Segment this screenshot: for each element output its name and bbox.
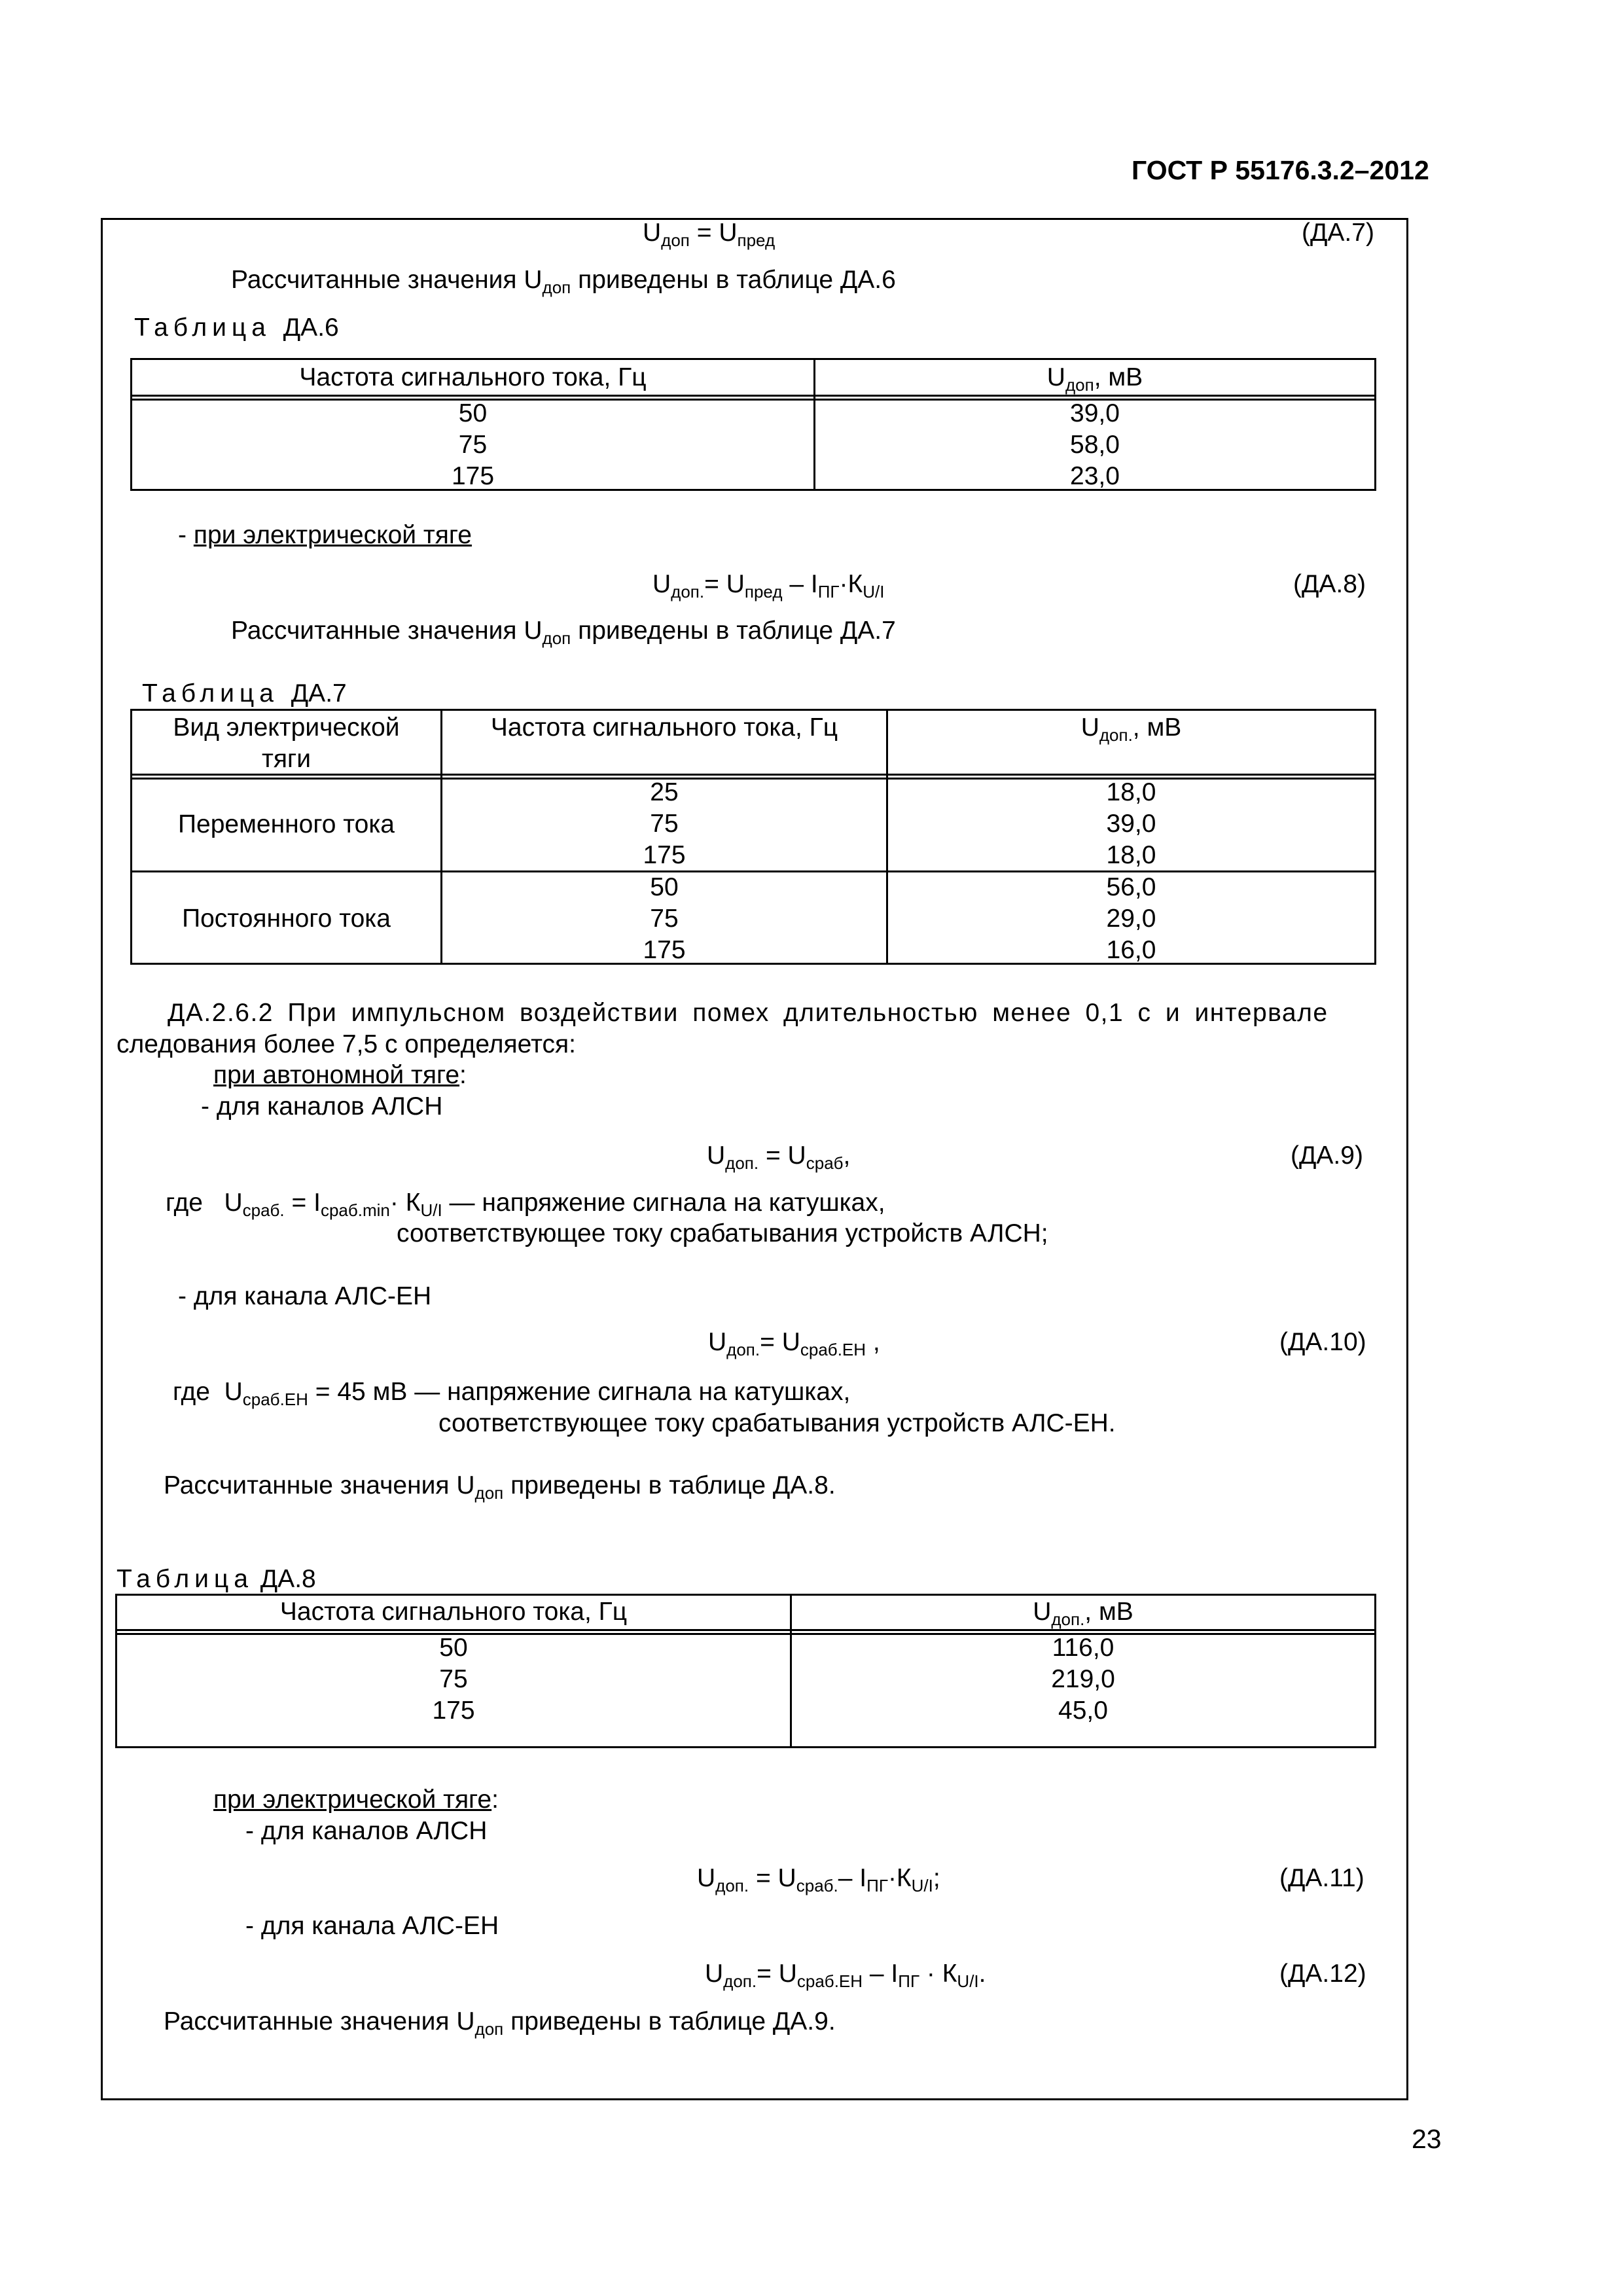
paragraph-table6-ref: Рассчитанные значения $U_{доп}$ приведены в таблице ДА.6 [231, 266, 896, 297]
table-da8-caption: Таблица ДА.8 [116, 1565, 316, 1593]
where-definition-2: где $U_{сраб.ЕН} = 45$ мВ — напряжение сигнала на катушках, [173, 1378, 851, 1409]
table-da7-row-dc-voltage: 56,0 29,0 16,0 [1106, 873, 1156, 964]
document-standard-header: ГОСТ Р 55176.3.2–2012 [1132, 155, 1429, 185]
table-da8-header-voltage: $U_{доп.}$, мВ [1033, 1598, 1133, 1629]
formula-da11: $U_{доп.} = U_{сраб.}-$ $I_{ПГ}\cdot К_{U/I}$; [697, 1864, 940, 1895]
table-da7-row-ac-frequency: 25 75 175 [643, 778, 686, 869]
table-da8 [115, 1594, 1376, 1748]
formula-number-da8: (ДА.8) [1293, 570, 1366, 598]
electric-traction-heading: - при электрической тяге [178, 521, 472, 549]
alsn-channels-heading-2: - для каналов АЛСН [245, 1817, 488, 1845]
paragraph-table7-ref: Рассчитанные значения $U_{доп}$ приведены в таблице ДА.7 [231, 617, 896, 648]
table-da7 [130, 709, 1376, 965]
autonomous-traction-heading: при автономной тяге: [213, 1061, 467, 1089]
table-da7-header-traction-type: Вид электрической тяги [173, 713, 400, 773]
table-da6-header-frequency: Частота сигнального тока, Гц [299, 363, 647, 391]
electric-traction-heading-2: при электрической тяге: [213, 1785, 499, 1814]
paragraph-table8-ref: Рассчитанные значения $U_{доп}$ приведены в таблице ДА.8. [164, 1471, 836, 1503]
table-da6 [130, 358, 1376, 491]
table-da7-row-dc-kind: Постоянного тока [182, 905, 391, 933]
formula-da8: $U_{доп.}= U_{пред} - I_{ПГ}\cdot К_{U/I}$ [652, 570, 885, 601]
table-da7-header-frequency: Частота сигнального тока, Гц [490, 713, 838, 742]
table-da6-frequency-column: 50 75 175 [451, 399, 495, 490]
formula-number-da12: (ДА.12) [1279, 1960, 1366, 1988]
table-da7-row-ac-voltage: 18,0 39,0 18,0 [1106, 778, 1156, 869]
formula-number-da11: (ДА.11) [1279, 1864, 1364, 1892]
table-da7-caption: Таблица ДА.7 [142, 679, 347, 708]
alsn-channels-heading: - для каналов АЛСН [201, 1092, 443, 1121]
table-da6-caption: Таблица ДА.6 [134, 314, 339, 342]
table-da8-voltage-column: 116,0 219,0 45,0 [1051, 1634, 1115, 1725]
formula-number-da7: (ДА.7) [1302, 219, 1374, 247]
table-da8-frequency-column: 50 75 175 [432, 1634, 475, 1725]
alsen-channel-heading-1: - для канала АЛС-ЕН [178, 1282, 432, 1310]
formula-da10: $U_{доп.}= U_{сраб.ЕН}$ , [708, 1328, 880, 1359]
where-definition-2-line2: соответствующее току срабатывания устройств АЛС-ЕН. [438, 1409, 1116, 1437]
where-definition-1-line2: соответствующее току срабатывания устройств АЛСН; [397, 1219, 1048, 1247]
formula-number-da9: (ДА.9) [1291, 1141, 1363, 1170]
formula-da7: $U_{доп} = U_{пред}$ [643, 219, 776, 250]
paragraph-table9-ref: Рассчитанные значения $U_{доп}$ приведены в таблице ДА.9. [164, 2007, 836, 2039]
paragraph-da262-line2: следования более 7,5 с определяется: [116, 1030, 576, 1058]
alsen-channel-heading-2: - для канала АЛС-ЕН [245, 1912, 499, 1940]
formula-da12: $U_{доп.}= U_{сраб.ЕН} - I_{ПГ} \cdot К_{U/I}$. [705, 1960, 986, 1991]
table-da7-row-dc-frequency: 50 75 175 [643, 873, 686, 964]
formula-number-da10: (ДА.10) [1279, 1328, 1366, 1356]
table-da8-header-frequency: Частота сигнального тока, Гц [279, 1598, 628, 1626]
page-number: 23 [1412, 2124, 1442, 2154]
table-da6-header-voltage: $U_{доп}$, мВ [1046, 363, 1143, 395]
where-definition-1: где $U_{сраб.} = I_{сраб.min}\cdot К_{U/I}$ — напряжение сигнала на катушках, [166, 1189, 885, 1220]
formula-da9: $U_{доп.} = U_{сраб}$, [707, 1141, 851, 1173]
table-da7-row-ac-kind: Переменного тока [178, 810, 395, 838]
table-da6-voltage-column: 39,0 58,0 23,0 [1070, 399, 1120, 490]
paragraph-da262-line1: ДА.2.6.2 При импульсном воздействии помех длительностью менее 0,1 с и интервале [168, 999, 1329, 1027]
table-da7-header-voltage: $U_{доп.}$, мВ [1080, 713, 1182, 745]
